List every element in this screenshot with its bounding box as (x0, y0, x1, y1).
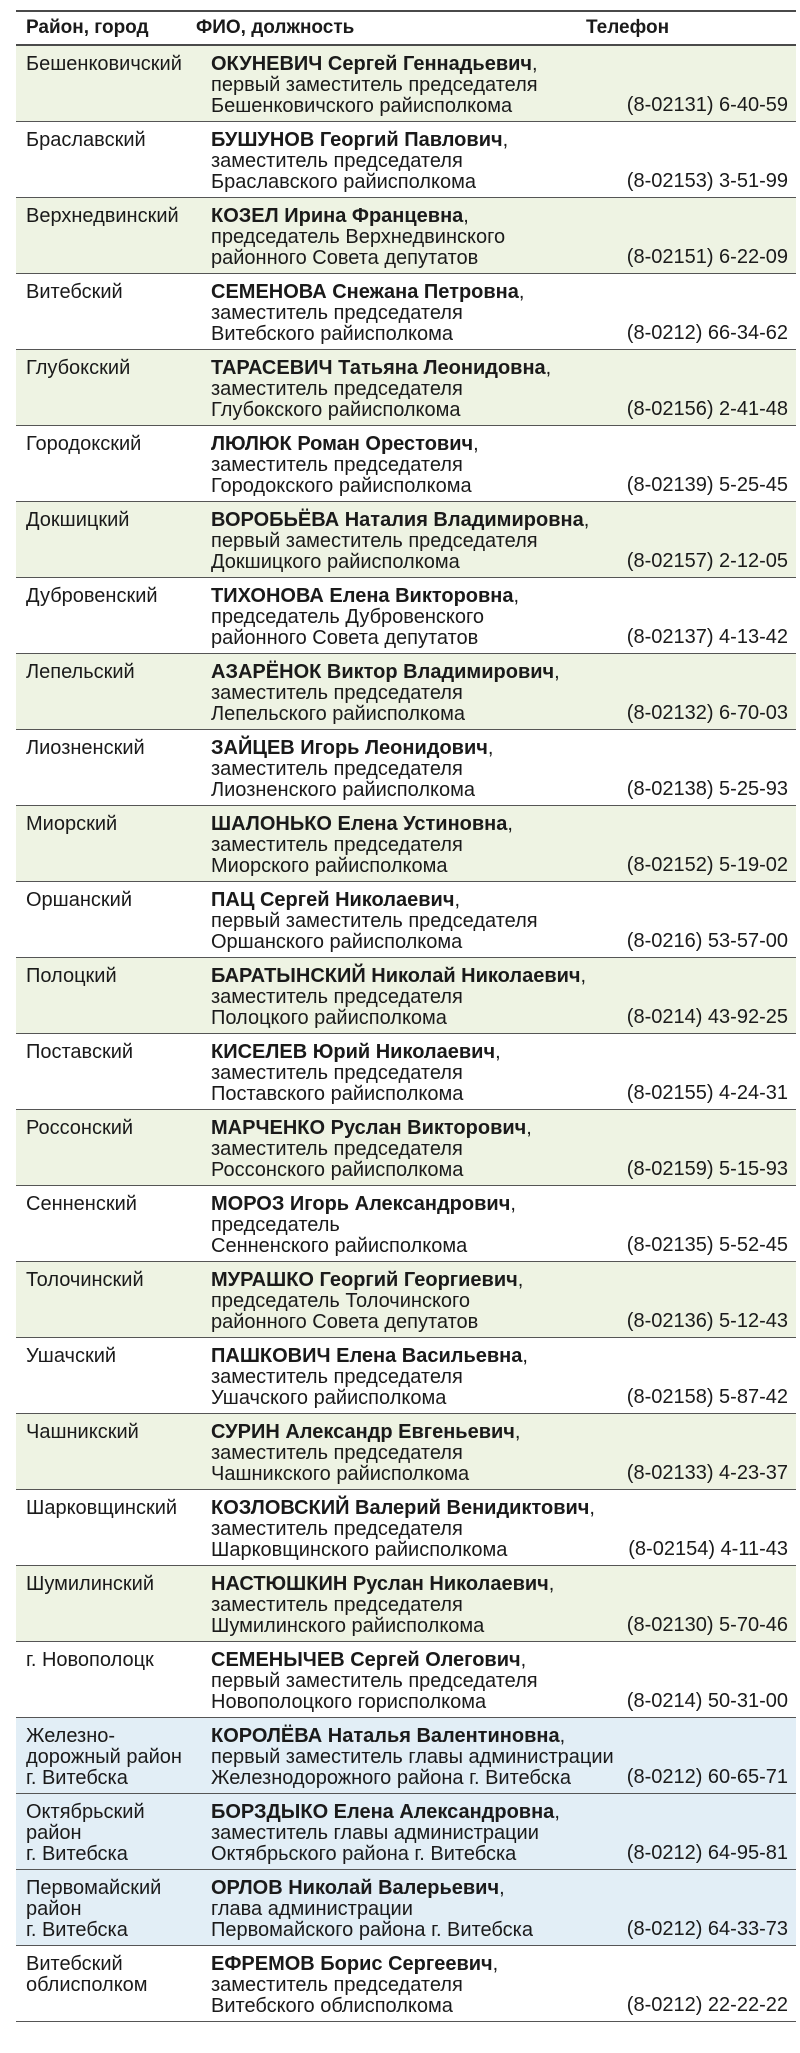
person-cell (211, 966, 631, 1029)
table-row (16, 1110, 796, 1186)
district-line: г. Витебска (26, 1843, 128, 1865)
district-line: Сенненский (26, 1193, 137, 1215)
position-line: Миорского райисполкома (211, 855, 448, 877)
district-cell (26, 662, 201, 683)
position-line: Полоцкого райисполкома (211, 1007, 447, 1029)
district-cell (26, 1346, 201, 1367)
position-line: Докшицкого райисполкома (211, 551, 460, 573)
phone-cell: (8-02139) 5-25-45 (626, 474, 788, 496)
position-line: заместитель председателя (211, 834, 463, 856)
person-name-line: НАСТЮШКИН Руслан Николаевич, (211, 1573, 555, 1595)
table-row (16, 1034, 796, 1110)
district-line: облисполком (26, 1974, 148, 1996)
person-name: КОЗЛОВСКИЙ Валерий Венидиктович (211, 1497, 590, 1519)
person-cell (211, 738, 631, 801)
person-cell (211, 1574, 631, 1637)
district-cell (26, 1118, 201, 1139)
district-cell (26, 54, 201, 75)
district-cell (26, 510, 201, 531)
position-line: Бешенковичского райисполкома (211, 95, 513, 117)
position-line: Лепельского райисполкома (211, 703, 466, 725)
position-line: Новополоцкого горисполкома (211, 1691, 487, 1713)
position-line: районного Совета депутатов (211, 247, 479, 269)
district-line: Докшицкий (26, 509, 130, 531)
table-row (16, 1490, 796, 1566)
table-row (16, 46, 796, 122)
person-name-line: БОРЗДЫКО Елена Александровна, (211, 1801, 560, 1823)
person-name-line: ЛЮЛЮК Роман Орестович, (211, 433, 479, 455)
person-name: СЕМЕНОВА Снежана Петровна (211, 281, 519, 303)
position-line: заместитель главы администрации (211, 1822, 539, 1844)
district-cell (26, 1726, 201, 1789)
person-name-line: МУРАШКО Георгий Георгиевич, (211, 1269, 524, 1291)
district-line: Лепельский (26, 661, 135, 683)
phone-cell: (8-02159) 5-15-93 (626, 1158, 788, 1180)
table-row (16, 1338, 796, 1414)
district-line: г. Витебска (26, 1767, 128, 1789)
person-name-line: КОЗЛОВСКИЙ Валерий Венидиктович, (211, 1497, 595, 1519)
person-cell (211, 54, 631, 117)
district-cell (26, 1802, 201, 1865)
person-name-line: ПАШКОВИЧ Елена Васильевна, (211, 1345, 528, 1367)
phone-cell: (8-0216) 53-57-00 (626, 930, 788, 952)
table-row (16, 502, 796, 578)
table-row (16, 578, 796, 654)
position-line: заместитель председателя (211, 150, 463, 172)
person-name-line: ОРЛОВ Николай Валерьевич, (211, 1877, 505, 1899)
district-line: Чашникский (26, 1421, 139, 1443)
district-line: Витебский (26, 281, 123, 303)
person-name-line: ЕФРЕМОВ Борис Сергеевич, (211, 1953, 499, 1975)
district-line: Шумилинский (26, 1573, 155, 1595)
district-cell (26, 814, 201, 835)
district-cell (26, 1954, 201, 1996)
position-line: заместитель председателя (211, 1974, 463, 1996)
district-cell (26, 1194, 201, 1215)
position-line: заместитель председателя (211, 1062, 463, 1084)
header-phone: Телефон (586, 17, 670, 38)
person-name: БУШУНОВ Георгий Павлович (211, 129, 503, 151)
position-line: заместитель председателя (211, 378, 463, 400)
person-name: БАРАТЫНСКИЙ Николай Николаевич (211, 965, 581, 987)
phone-cell: (8-02135) 5-52-45 (626, 1234, 788, 1256)
district-line: Полоцкий (26, 965, 117, 987)
person-cell (211, 1954, 631, 2017)
person-cell (211, 1194, 631, 1257)
table-row (16, 1186, 796, 1262)
person-cell (211, 1118, 631, 1181)
phone-cell: (8-02154) 4-11-43 (628, 1538, 788, 1560)
position-line: заместитель председателя (211, 1442, 463, 1464)
phone-cell: (8-02131) 6-40-59 (626, 94, 788, 116)
person-cell (211, 662, 631, 725)
district-line: г. Новополоцк (26, 1649, 154, 1671)
person-name-line: ЗАЙЦЕВ Игорь Леонидович, (211, 737, 494, 759)
person-name-line: ВОРОБЬЁВА Наталия Владимировна, (211, 509, 590, 531)
district-line: Витебский (26, 1953, 123, 1975)
person-name: МОРОЗ Игорь Александрович (211, 1193, 511, 1215)
person-name: КОРОЛЁВА Наталья Валентиновна (211, 1725, 560, 1747)
phone-cell: (8-02136) 5-12-43 (626, 1310, 788, 1332)
person-cell (211, 282, 631, 345)
position-line: заместитель председателя (211, 1594, 463, 1616)
table-row (16, 350, 796, 426)
phone-cell: (8-02152) 5-19-02 (626, 854, 788, 876)
position-line: заместитель председателя (211, 454, 463, 476)
district-line: Россонский (26, 1117, 134, 1139)
table-row (16, 1566, 796, 1642)
district-line: район (26, 1898, 82, 1920)
phone-cell: (8-02157) 2-12-05 (626, 550, 788, 572)
position-line: районного Совета депутатов (211, 627, 479, 649)
person-name-line: СЕМЕНЫЧЕВ Сергей Олегович, (211, 1649, 527, 1671)
table-row (16, 654, 796, 730)
phone-cell: (8-02130) 5-70-46 (626, 1614, 788, 1636)
person-cell (211, 434, 631, 497)
person-cell (211, 358, 631, 421)
table-row (16, 1794, 796, 1870)
position-line: Шумилинского райисполкома (211, 1615, 485, 1637)
person-cell (211, 206, 631, 269)
person-name-line: ТИХОНОВА Елена Викторовна, (211, 585, 520, 607)
district-cell (26, 1422, 201, 1443)
person-name: ТАРАСЕВИЧ Татьяна Леонидовна (211, 357, 546, 379)
position-line: районного Совета депутатов (211, 1311, 479, 1333)
person-name: ПАШКОВИЧ Елена Васильевна (211, 1345, 523, 1367)
district-line: Октябрьский (26, 1801, 145, 1823)
phone-cell: (8-02133) 4-23-37 (626, 1462, 788, 1484)
person-cell (211, 1270, 631, 1333)
position-line: Чашникского райисполкома (211, 1463, 470, 1485)
position-line: Сенненского райисполкома (211, 1235, 468, 1257)
phone-cell: (8-02158) 5-87-42 (626, 1386, 788, 1408)
person-name-line: ТАРАСЕВИЧ Татьяна Леонидовна, (211, 357, 552, 379)
phone-cell: (8-0212) 66-34-62 (626, 322, 788, 344)
district-line: Верхнедвинский (26, 205, 179, 227)
position-line: Городокского райисполкома (211, 475, 472, 497)
person-cell (211, 1726, 631, 1789)
phone-cell: (8-0212) 64-95-81 (626, 1842, 788, 1864)
person-name-line: СУРИН Александр Евгеньевич, (211, 1421, 521, 1443)
phone-cell: (8-02137) 4-13-42 (626, 626, 788, 648)
position-line: заместитель председателя (211, 986, 463, 1008)
phone-cell: (8-0214) 43-92-25 (626, 1006, 788, 1028)
position-line: Железнодорожного района г. Витебска (211, 1767, 571, 1789)
person-name: ЗАЙЦЕВ Игорь Леонидович (211, 737, 488, 759)
district-cell (26, 1574, 201, 1595)
phone-cell: (8-0212) 64-33-73 (626, 1918, 788, 1940)
district-cell (26, 890, 201, 911)
district-line: район (26, 1822, 82, 1844)
person-cell (211, 1042, 631, 1105)
position-line: председатель Толочинского (211, 1290, 471, 1312)
district-cell (26, 1270, 201, 1291)
person-name: СЕМЕНЫЧЕВ Сергей Олегович (211, 1649, 521, 1671)
phone-cell: (8-02156) 2-41-48 (626, 398, 788, 420)
district-line: Шарковщинский (26, 1497, 178, 1519)
position-line: председатель (211, 1214, 340, 1236)
position-line: первый заместитель председателя (211, 1670, 538, 1692)
district-cell (26, 358, 201, 379)
table-row (16, 1946, 796, 2022)
position-line: Витебского райисполкома (211, 323, 453, 345)
person-name-line: КОРОЛЁВА Наталья Валентиновна, (211, 1725, 566, 1747)
district-cell (26, 282, 201, 303)
header-person: ФИО, должность (196, 17, 355, 38)
table-body (16, 46, 796, 2022)
table-row (16, 806, 796, 882)
district-cell (26, 738, 201, 759)
district-line: г. Витебска (26, 1919, 128, 1941)
table-row (16, 122, 796, 198)
table-row (16, 730, 796, 806)
position-line: Браславского райисполкома (211, 171, 476, 193)
position-line: заместитель председателя (211, 1518, 463, 1540)
table-row (16, 958, 796, 1034)
person-cell (211, 510, 631, 573)
phone-cell: (8-02132) 6-70-03 (626, 702, 788, 724)
district-cell (26, 1042, 201, 1063)
district-line: Дубровенский (26, 585, 158, 607)
position-line: Поставского райисполкома (211, 1083, 464, 1105)
position-line: глава администрации (211, 1898, 413, 1920)
position-line: Россонского райисполкома (211, 1159, 464, 1181)
table-row (16, 1642, 796, 1718)
position-line: заместитель председателя (211, 1366, 463, 1388)
table-header (16, 12, 796, 46)
position-line: заместитель председателя (211, 682, 463, 704)
district-cell (26, 966, 201, 987)
person-name: ЕФРЕМОВ Борис Сергеевич (211, 1953, 493, 1975)
person-name-line: ШАЛОНЬКО Елена Устиновна, (211, 813, 513, 835)
person-name: ПАЦ Сергей Николаевич (211, 889, 455, 911)
position-line: Первомайского района г. Витебска (211, 1919, 533, 1941)
district-line: Глубокский (26, 357, 131, 379)
table-row (16, 1414, 796, 1490)
contacts-table (16, 10, 796, 2022)
person-cell (211, 1650, 631, 1713)
position-line: Глубокского райисполкома (211, 399, 461, 421)
person-cell (211, 1878, 631, 1941)
position-line: первый заместитель председателя (211, 530, 538, 552)
district-cell (26, 130, 201, 151)
position-line: Шарковщинского райисполкома (211, 1539, 508, 1561)
position-line: заместитель председателя (211, 1138, 463, 1160)
person-name-line: МОРОЗ Игорь Александрович, (211, 1193, 516, 1215)
position-line: Октябрьского района г. Витебска (211, 1843, 517, 1865)
person-name: НАСТЮШКИН Руслан Николаевич (211, 1573, 549, 1595)
person-cell (211, 1422, 631, 1485)
position-line: Ушачского райисполкома (211, 1387, 447, 1409)
district-line: Ушачский (26, 1345, 117, 1367)
district-cell (26, 1878, 201, 1941)
person-name: МАРЧЕНКО Руслан Викторович (211, 1117, 527, 1139)
phone-cell: (8-0212) 60-65-71 (626, 1766, 788, 1788)
district-line: Поставский (26, 1041, 134, 1063)
person-cell (211, 586, 631, 649)
phone-cell: (8-02138) 5-25-93 (626, 778, 788, 800)
district-cell (26, 434, 201, 455)
district-line: Толочинский (26, 1269, 144, 1291)
district-line: Браславский (26, 129, 146, 151)
district-cell (26, 1498, 201, 1519)
person-cell (211, 1802, 631, 1865)
position-line: Витебского облисполкома (211, 1995, 453, 2017)
district-line: Миорский (26, 813, 118, 835)
person-cell (211, 814, 631, 877)
person-name-line: АЗАРЁНОК Виктор Владимирович, (211, 661, 560, 683)
table-row (16, 1870, 796, 1946)
person-cell (211, 890, 631, 953)
position-line: заместитель председателя (211, 758, 463, 780)
position-line: первый заместитель главы администрации (211, 1746, 614, 1768)
table-row (16, 882, 796, 958)
table-row (16, 198, 796, 274)
district-line: Первомайский (26, 1877, 162, 1899)
person-name-line: ПАЦ Сергей Николаевич, (211, 889, 460, 911)
district-line: Лиозненский (26, 737, 145, 759)
person-cell (211, 1346, 631, 1409)
district-cell (26, 1650, 201, 1671)
person-name-line: КИСЕЛЕВ Юрий Николаевич, (211, 1041, 501, 1063)
position-line: заместитель председателя (211, 302, 463, 324)
person-name: ТИХОНОВА Елена Викторовна (211, 585, 514, 607)
person-name: СУРИН Александр Евгеньевич (211, 1421, 515, 1443)
person-name: КОЗЕЛ Ирина Францевна (211, 205, 464, 227)
person-name: ОРЛОВ Николай Валерьевич (211, 1877, 500, 1899)
phone-cell: (8-0212) 22-22-22 (626, 1994, 788, 2016)
person-cell (211, 1498, 631, 1561)
district-cell (26, 206, 201, 227)
person-name: БОРЗДЫКО Елена Александровна (211, 1801, 555, 1823)
person-name: ЛЮЛЮК Роман Орестович (211, 433, 474, 455)
position-line: Лиозненского райисполкома (211, 779, 475, 801)
district-line: Бешенковичский (26, 53, 182, 75)
position-line: Оршанского райисполкома (211, 931, 463, 953)
person-name-line: МАРЧЕНКО Руслан Викторович, (211, 1117, 532, 1139)
district-line: Городокский (26, 433, 142, 455)
district-line: Оршанский (26, 889, 132, 911)
person-name: ВОРОБЬЁВА Наталия Владимировна (211, 509, 584, 531)
person-name: АЗАРЁНОК Виктор Владимирович (211, 661, 555, 683)
person-name-line: КОЗЕЛ Ирина Францевна, (211, 205, 469, 227)
phone-cell: (8-02153) 3-51-99 (626, 170, 788, 192)
person-cell (211, 130, 631, 193)
phone-cell: (8-0214) 50-31-00 (626, 1690, 788, 1712)
table-row (16, 1718, 796, 1794)
person-name-line: СЕМЕНОВА Снежана Петровна, (211, 281, 525, 303)
table-row (16, 426, 796, 502)
person-name-line: БАРАТЫНСКИЙ Николай Николаевич, (211, 965, 587, 987)
position-line: первый заместитель председателя (211, 910, 538, 932)
district-line: дорожный район (26, 1746, 182, 1768)
phone-cell: (8-02155) 4-24-31 (626, 1082, 788, 1104)
district-line: Железно- (26, 1725, 116, 1747)
person-name: ШАЛОНЬКО Елена Устиновна (211, 813, 508, 835)
person-name: КИСЕЛЕВ Юрий Николаевич (211, 1041, 496, 1063)
district-cell (26, 586, 201, 607)
position-line: первый заместитель председателя (211, 74, 538, 96)
header-district: Район, город (26, 17, 149, 38)
position-line: председатель Верхнедвинского (211, 226, 506, 248)
position-line: председатель Дубровенского (211, 606, 484, 628)
person-name: ОКУНЕВИЧ Сергей Геннадьевич (211, 53, 533, 75)
person-name-line: БУШУНОВ Георгий Павлович, (211, 129, 509, 151)
table-row (16, 274, 796, 350)
phone-cell: (8-02151) 6-22-09 (626, 246, 788, 268)
person-name-line: ОКУНЕВИЧ Сергей Геннадьевич, (211, 53, 538, 75)
person-name: МУРАШКО Георгий Георгиевич (211, 1269, 518, 1291)
table-row (16, 1262, 796, 1338)
